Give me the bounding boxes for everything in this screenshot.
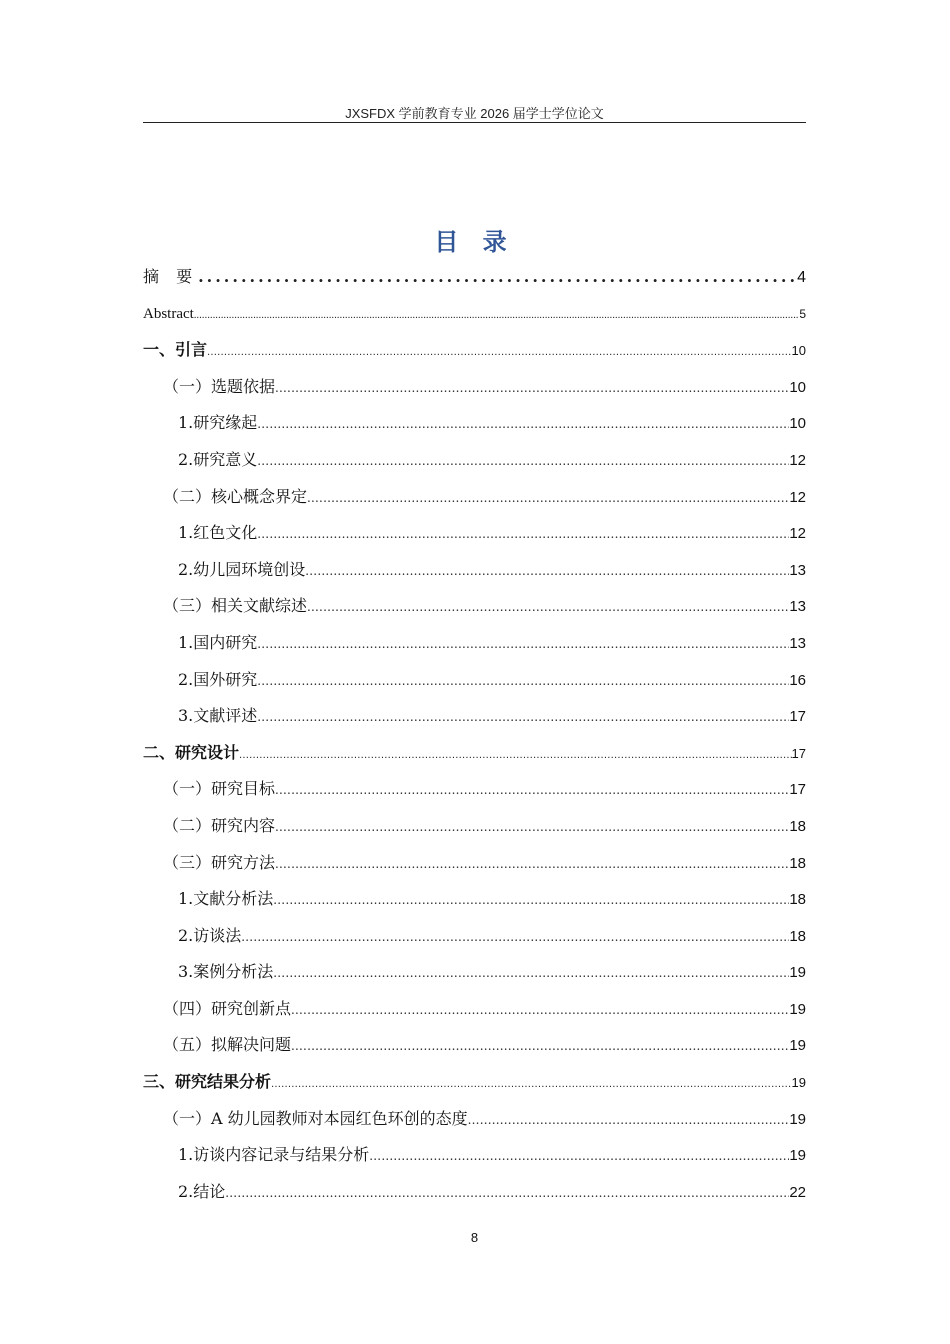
toc-entry[interactable] xyxy=(143,518,806,555)
toc-entry-page: 10 xyxy=(789,415,806,433)
toc-title: 目 录 xyxy=(434,228,515,256)
toc-entry-page: 19 xyxy=(789,1037,806,1055)
toc-entry-label: 2.幼儿园环境创设 xyxy=(178,559,306,579)
toc-entry-page: 17 xyxy=(789,708,806,726)
toc-dot-leader xyxy=(291,995,789,1025)
toc-dot-leader xyxy=(257,666,789,696)
toc-entry[interactable] xyxy=(143,628,806,665)
toc-entry[interactable] xyxy=(143,591,806,628)
toc-entry[interactable] xyxy=(143,1177,806,1214)
toc-entry-label: 2.访谈法 xyxy=(178,925,242,945)
toc-entry[interactable] xyxy=(143,335,806,372)
toc-dot-leader xyxy=(369,1141,789,1171)
toc-entry-page: 19 xyxy=(789,1110,806,1128)
toc-entry-label: Abstract xyxy=(143,305,194,322)
toc-entry-label: 摘 要 xyxy=(143,267,199,286)
toc-entry-page: 10 xyxy=(791,343,806,359)
toc-entry-label: 一、引言 xyxy=(143,340,208,360)
toc-entry-label: 三、研究结果分析 xyxy=(143,1072,272,1092)
toc-entry[interactable] xyxy=(143,299,806,336)
toc-entry-page: 18 xyxy=(789,817,806,835)
toc-entry-page: 18 xyxy=(789,854,806,872)
toc-entry[interactable] xyxy=(143,665,806,702)
header-rule xyxy=(143,122,806,123)
toc-dot-leader xyxy=(257,446,789,476)
toc-entry-label: 1.研究缘起 xyxy=(178,413,258,433)
toc-entry-label: 3.案例分析法 xyxy=(178,962,274,982)
toc-entry-label: （一）A 幼儿园教师对本园红色环创的态度 xyxy=(163,1108,468,1128)
toc-entry-page: 13 xyxy=(789,598,806,616)
toc-entry-label: （一）研究目标 xyxy=(163,779,276,799)
toc-entry-page: 17 xyxy=(789,781,806,799)
toc-entry-label: 2.结论 xyxy=(178,1181,226,1201)
toc-dot-leader xyxy=(305,556,789,586)
toc-entry-page: 19 xyxy=(789,1147,806,1165)
toc-entry[interactable] xyxy=(143,738,806,775)
toc-entry-page: 10 xyxy=(789,378,806,396)
toc-dot-leader xyxy=(239,741,792,771)
toc-entry-page: 12 xyxy=(789,525,806,543)
toc-entry-page: 17 xyxy=(791,745,806,761)
toc-entry-label: （二）核心概念界定 xyxy=(163,486,308,506)
toc-entry[interactable] xyxy=(143,555,806,592)
running-header: JXSFDX 学前教育专业 2026 届学士学位论文 xyxy=(345,106,604,121)
toc-dot-leader xyxy=(291,1031,789,1061)
toc-dot-leader xyxy=(257,409,789,439)
toc-entry-label: （二）研究内容 xyxy=(163,815,276,835)
toc-entry[interactable] xyxy=(143,811,806,848)
toc-entry[interactable] xyxy=(143,408,806,445)
toc-entry-label: （五）拟解决问题 xyxy=(163,1035,292,1055)
toc-dot-leader xyxy=(307,483,789,513)
toc-dot-leader xyxy=(307,592,789,622)
toc-entry-page: 18 xyxy=(789,927,806,945)
toc-entry-label: 3.文献评述 xyxy=(178,706,258,726)
toc-dot-leader xyxy=(194,301,799,331)
toc-entry-label: 2.国外研究 xyxy=(178,669,258,689)
toc-dot-leader xyxy=(225,1178,789,1208)
toc-entry-page: 18 xyxy=(789,891,806,909)
toc-entry-page: 16 xyxy=(789,671,806,689)
toc-entry-label: （四）研究创新点 xyxy=(163,998,292,1018)
toc-dot-leader xyxy=(271,1070,792,1100)
toc-entry-page: 13 xyxy=(789,561,806,579)
toc-entry[interactable] xyxy=(143,262,806,299)
toc-entry[interactable] xyxy=(143,848,806,885)
toc-entry-label: 1.文献分析法 xyxy=(178,889,274,909)
toc-entry-page: 4 xyxy=(797,269,806,286)
toc-entry[interactable] xyxy=(143,957,806,994)
toc-entry[interactable] xyxy=(143,1067,806,1104)
toc-dot-leader xyxy=(273,958,789,988)
toc-entry-page: 19 xyxy=(789,1000,806,1018)
toc-entry-label: 1.访谈内容记录与结果分析 xyxy=(178,1145,370,1165)
toc-dot-leader xyxy=(257,629,789,659)
toc-entry-label: 1.红色文化 xyxy=(178,523,258,543)
toc-entry-label: 2.研究意义 xyxy=(178,449,258,469)
toc-dot-leader xyxy=(275,812,789,842)
table-of-contents xyxy=(143,262,806,1213)
toc-entry[interactable] xyxy=(143,482,806,519)
toc-dot-leader xyxy=(241,922,789,952)
toc-entry[interactable] xyxy=(143,921,806,958)
toc-dot-leader xyxy=(468,1105,790,1135)
toc-entry-label: 1.国内研究 xyxy=(178,632,258,652)
toc-entry[interactable] xyxy=(143,774,806,811)
page-number: 8 xyxy=(470,1230,479,1245)
toc-entry-page: 5 xyxy=(799,306,806,321)
toc-dot-leader xyxy=(198,262,797,292)
toc-dot-leader xyxy=(275,775,789,805)
toc-dot-leader xyxy=(257,702,789,732)
toc-entry-label: （三）相关文献综述 xyxy=(163,596,308,616)
toc-entry-page: 22 xyxy=(789,1183,806,1201)
toc-dot-leader xyxy=(273,885,789,915)
toc-entry-label: （一）选题依据 xyxy=(163,376,276,396)
toc-entry-label: （三）研究方法 xyxy=(163,852,276,872)
toc-entry[interactable] xyxy=(143,1140,806,1177)
toc-entry[interactable] xyxy=(143,445,806,482)
toc-entry-page: 12 xyxy=(789,451,806,469)
toc-entry[interactable] xyxy=(143,884,806,921)
toc-dot-leader xyxy=(207,338,792,368)
toc-entry[interactable] xyxy=(143,1030,806,1067)
toc-dot-leader xyxy=(257,519,789,549)
toc-entry[interactable] xyxy=(143,701,806,738)
toc-entry-page: 19 xyxy=(791,1075,806,1091)
toc-dot-leader xyxy=(275,373,789,403)
toc-entry-label: 二、研究设计 xyxy=(143,742,240,762)
toc-entry[interactable] xyxy=(143,1104,806,1141)
toc-entry[interactable] xyxy=(143,372,806,409)
toc-dot-leader xyxy=(275,849,789,879)
toc-entry-page: 19 xyxy=(789,964,806,982)
toc-entry-page: 13 xyxy=(789,634,806,652)
toc-entry[interactable] xyxy=(143,994,806,1031)
toc-entry-page: 12 xyxy=(789,488,806,506)
